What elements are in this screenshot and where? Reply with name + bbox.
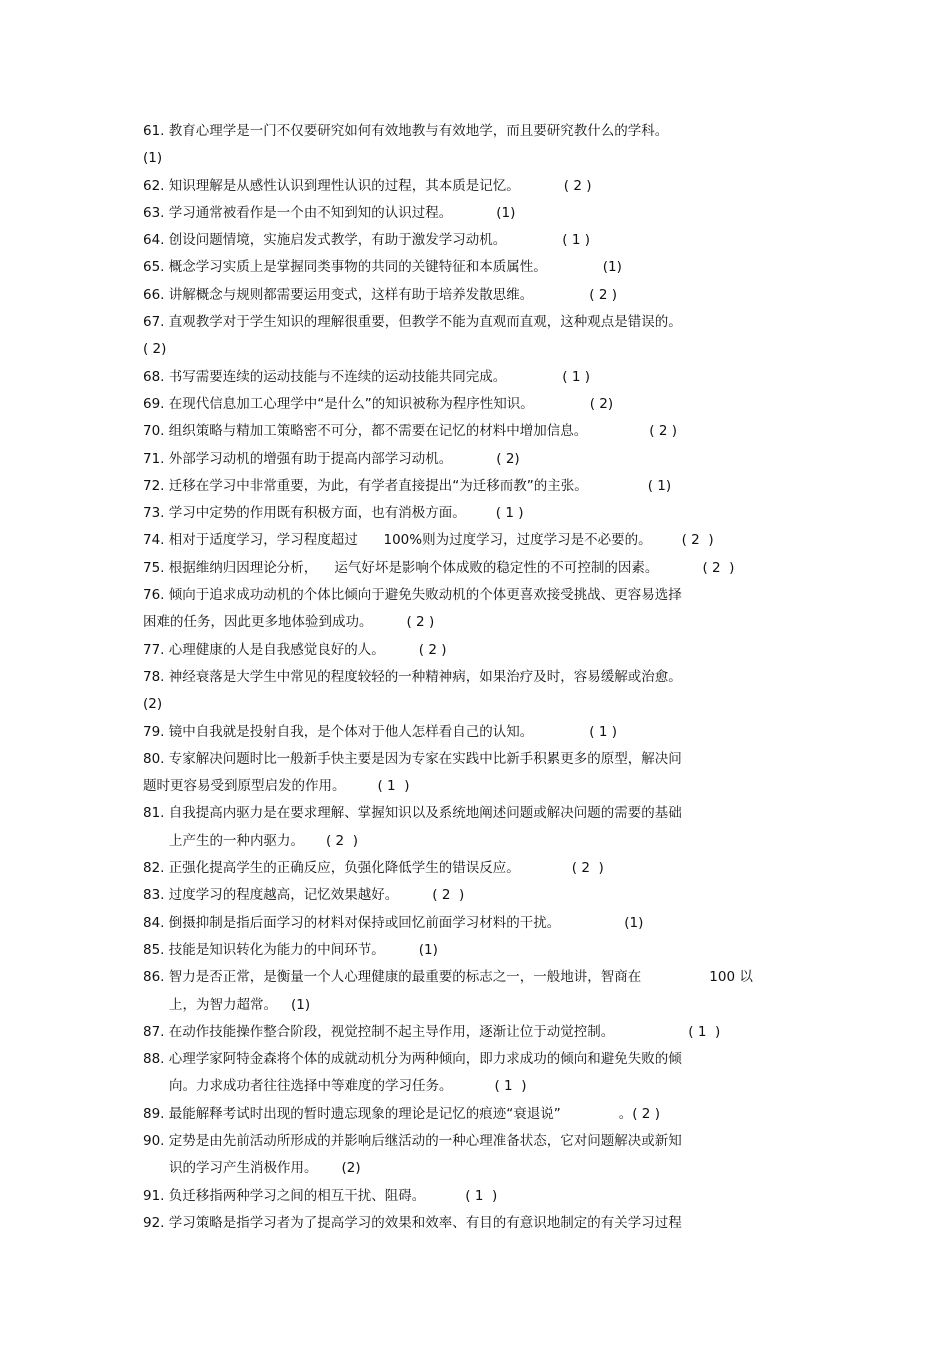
statement-text: 70. 组织策略与精加工策略密不可分，都不需要在记忆的材料中增加信息。	[143, 423, 588, 440]
statement-line	[143, 746, 843, 773]
statement-text: 86. 智力是否正常，是衡量一个人心理健康的最重要的标志之一，一般地讲，智商在	[143, 969, 642, 986]
statement-line	[143, 555, 843, 582]
statement-line	[143, 1210, 843, 1237]
answer-mark: 。( 2 )	[618, 1105, 660, 1122]
statement-text: 73. 学习中定势的作用既有积极方面，也有消极方面。	[143, 505, 466, 522]
statement-line	[143, 118, 843, 145]
statement-text: (1)	[143, 150, 163, 167]
statement-line	[143, 145, 843, 172]
answer-mark: ( 1 )	[465, 1187, 498, 1204]
answer-mark: (1)	[496, 204, 516, 221]
statement-text: 71. 外部学习动机的增强有助于提高内部学习动机。	[143, 450, 453, 467]
statement-text: ( 2)	[143, 341, 167, 358]
answer-mark: 100 以	[709, 969, 753, 986]
statement-line	[143, 964, 843, 991]
statement-line	[143, 309, 843, 336]
answer-mark: ( 2)	[496, 450, 520, 467]
statement-text: 76. 倾向于追求成功动机的个体比倾向于避免失败动机的个体更喜欢接受挑战、更容易选择	[143, 587, 682, 604]
answer-mark: ( 2 )	[571, 860, 604, 877]
statement-text: 79. 镜中自我就是投射自我，是个体对于他人怎样看自己的认知。	[143, 723, 534, 740]
statement-text: 72. 迁移在学习中非常重要，为此，有学者直接提出“为迁移而教”的主张。	[143, 477, 588, 494]
statement-line	[143, 446, 843, 473]
statement-text: 87. 在动作技能操作整合阶段，视觉控制不起主导作用，逐渐让位于动觉控制。	[143, 1023, 615, 1040]
statement-line	[143, 1019, 843, 1046]
answer-mark: ( 2 )	[406, 614, 435, 631]
statement-line	[143, 527, 843, 554]
answer-mark: ( 1 )	[377, 778, 410, 795]
answer-mark: (1)	[602, 259, 622, 276]
statement-text: 84. 倒摄抑制是指后面学习的材料对保持或回忆前面学习材料的干扰。	[143, 914, 561, 931]
answer-mark: ( 1 )	[495, 505, 524, 522]
answer-mark: (1)	[418, 941, 438, 958]
answer-mark: ( 2 )	[589, 286, 617, 303]
statement-text: 66. 讲解概念与规则都需要运用变式，这样有助于培养发散思维。	[143, 286, 534, 303]
question-list	[143, 118, 843, 1237]
statement-text: 65. 概念学习实质上是掌握同类事物的共同的关键特征和本质属性。	[143, 259, 547, 276]
statement-line	[143, 691, 843, 718]
statement-line	[143, 609, 843, 636]
statement-text: 上，为智力超常。	[169, 996, 277, 1013]
statement-text: 80. 专家解决问题时比一般新手快主要是因为专家在实践中比新手积累更多的原型，解决问	[143, 750, 682, 767]
statement-text: 77. 心理健康的人是自我感觉良好的人。	[143, 641, 385, 658]
statement-line	[143, 882, 843, 909]
statement-line	[143, 1073, 843, 1100]
answer-mark: ( 2 )	[702, 559, 735, 576]
statement-text: 69. 在现代信息加工心理学中“是什么”的知识被称为程序性知识。	[143, 395, 534, 412]
statement-line	[143, 227, 843, 254]
statement-text: 困难的任务，因此更多地体验到成功。	[143, 614, 373, 631]
statement-text: 82. 正强化提高学生的正确反应，负强化降低学生的错误反应。	[143, 860, 520, 877]
statement-line	[143, 937, 843, 964]
statement-line	[143, 910, 843, 937]
statement-line	[143, 719, 843, 746]
statement-text: 64. 创设问题情境，实施启发式教学，有助于激发学习动机。	[143, 232, 507, 249]
statement-line	[143, 1046, 843, 1073]
statement-line	[143, 1155, 843, 1182]
answer-mark: ( 1 )	[688, 1023, 721, 1040]
statement-line	[143, 828, 843, 855]
statement-line	[143, 800, 843, 827]
statement-text: 62. 知识理解是从感性认识到理性认识的过程，其本质是记忆。	[143, 177, 520, 194]
answer-mark: ( 2 )	[326, 832, 358, 849]
statement-line	[143, 418, 843, 445]
statement-line	[143, 664, 843, 691]
answer-mark: ( 2)	[589, 395, 614, 412]
answer-mark: ( 2 )	[563, 177, 592, 194]
statement-text: 88. 心理学家阿特金森将个体的成就动机分为两种倾向，即力求成功的倾向和避免失败的倾	[143, 1051, 682, 1068]
statement-text: 90. 定势是由先前活动所形成的并影响后继活动的一种心理准备状态，它对问题解决或新知	[143, 1132, 682, 1149]
statement-text: 61. 教育心理学是一门不仅要研究如何有效地教与有效地学，而且要研究教什么的学科。	[143, 123, 669, 139]
statement-line	[143, 1101, 843, 1128]
statement-line	[143, 391, 843, 418]
statement-text: 63. 学习通常被看作是一个由不知到知的认识过程。	[143, 204, 453, 221]
statement-text: 81. 自我提高内驱力是在要求理解、掌握知识以及系统地阐述问题或解决问题的需要的基础	[143, 805, 682, 822]
statement-line	[143, 282, 843, 309]
statement-line	[143, 582, 843, 609]
answer-mark: (1)	[624, 914, 644, 931]
statement-line	[143, 473, 843, 500]
statement-line	[143, 254, 843, 281]
answer-mark: ( 2 )	[432, 887, 465, 904]
statement-text: 向。力求成功者往往选择中等难度的学习任务。	[169, 1078, 453, 1095]
statement-text: 题时更容易受到原型启发的作用。	[143, 778, 346, 795]
statement-line	[143, 773, 843, 800]
answer-mark: (1)	[291, 996, 311, 1013]
answer-mark: ( 1 )	[494, 1078, 527, 1095]
statement-text: 75. 根据维纳归因理论分析， 运气好坏是影响个体成败的稳定性的不可控制的因素。	[143, 559, 659, 576]
statement-line	[143, 992, 843, 1019]
statement-line	[143, 336, 843, 363]
statement-text: 78. 神经衰落是大学生中常见的程度较轻的一种精神病，如果治疗及时，容易缓解或治愈。	[143, 668, 682, 685]
statement-text: 74. 相对于适度学习，学习程度超过 100%则为过度学习，过度学习是不必要的。	[143, 532, 652, 549]
statement-text: (2)	[143, 696, 163, 713]
statement-line	[143, 200, 843, 227]
statement-text: 识的学习产生消极作用。	[169, 1160, 318, 1177]
answer-mark: ( 2 )	[681, 532, 714, 549]
statement-line	[143, 637, 843, 664]
statement-text: 89. 最能解释考试时出现的暂时遗忘现象的理论是记忆的痕迹“衰退说”	[143, 1105, 561, 1122]
answer-mark: ( 1)	[647, 477, 672, 494]
statement-line	[143, 364, 843, 391]
statement-text: 92. 学习策略是指学习者为了提高学习的效果和效率、有目的有意识地制定的有关学习过程	[143, 1214, 682, 1231]
statement-text: 68. 书写需要连续的运动技能与不连续的运动技能共同完成。	[143, 368, 507, 385]
answer-mark: ( 1 )	[562, 232, 590, 249]
answer-mark: (2)	[341, 1160, 361, 1177]
answer-mark: ( 2 )	[418, 641, 447, 658]
statement-text: 67. 直观教学对于学生知识的理解很重要，但教学不能为直观而直观，这种观点是错误的。	[143, 314, 682, 331]
statement-text: 85. 技能是知识转化为能力的中间环节。	[143, 941, 385, 958]
statement-line	[143, 855, 843, 882]
statement-text: 上产生的一种内驱力。	[169, 832, 304, 849]
statement-text: 83. 过度学习的程度越高，记忆效果越好。	[143, 887, 399, 904]
statement-line	[143, 500, 843, 527]
statement-line	[143, 173, 843, 200]
answer-mark: ( 1 )	[562, 368, 590, 385]
answer-mark: ( 1 )	[589, 723, 617, 740]
statement-line	[143, 1128, 843, 1155]
statement-line	[143, 1183, 843, 1210]
answer-mark: ( 2 )	[649, 423, 677, 440]
statement-text: 91. 负迁移指两种学习之间的相互干扰、阻碍。	[143, 1187, 426, 1204]
